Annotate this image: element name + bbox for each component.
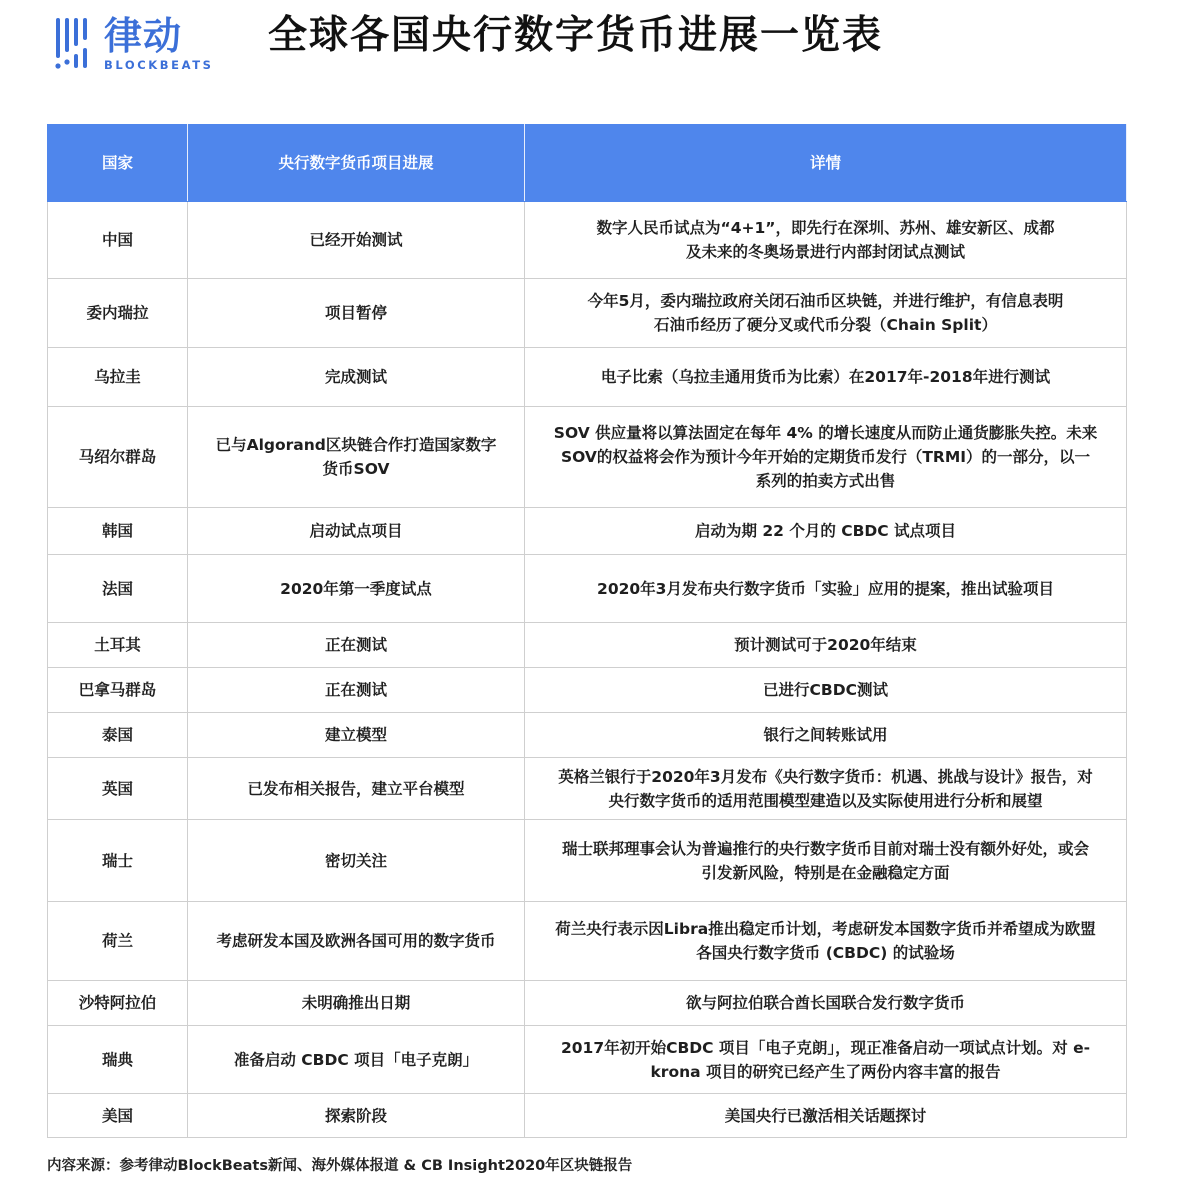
cbdc-progress-table: [47, 124, 1127, 1138]
cell-progress: 正在测试: [188, 623, 525, 668]
logo-english-text: BLOCKBEATS: [104, 58, 214, 72]
cell-country: 韩国: [48, 508, 188, 555]
table-row: [48, 202, 1127, 279]
table-row: [48, 713, 1127, 758]
cell-country: 土耳其: [48, 623, 188, 668]
cell-detail: 欲与阿拉伯联合酋长国联合发行数字货币: [525, 981, 1127, 1026]
cell-progress: 探索阶段: [188, 1094, 525, 1138]
cell-detail: 荷兰央行表示因Libra推出稳定币计划，考虑研发本国数字货币并希望成为欧盟 各国央行数字货币 (CBDC) 的试验场: [525, 902, 1127, 981]
table-row: [48, 1094, 1127, 1138]
cell-progress: 项目暂停: [188, 279, 525, 348]
table-row: [48, 902, 1127, 981]
cell-progress: 完成测试: [188, 348, 525, 407]
cell-progress: 已与Algorand区块链合作打造国家数字 货币SOV: [188, 407, 525, 508]
cell-detail: SOV 供应量将以算法固定在每年 4% 的增长速度从而防止通货膨胀失控。未来 SOV的权益将会作为预计今年开始的定期货币发行（TRMI）的一部分，以一 系列的拍卖方式出售: [525, 407, 1127, 508]
cell-progress: 未明确推出日期: [188, 981, 525, 1026]
cell-country: 乌拉圭: [48, 348, 188, 407]
header: [0, 0, 1180, 110]
cell-detail: 银行之间转账试用: [525, 713, 1127, 758]
cell-progress: 准备启动 CBDC 项目「电子克朗」: [188, 1026, 525, 1094]
cell-country: 中国: [48, 202, 188, 279]
cell-detail: 预计测试可于2020年结束: [525, 623, 1127, 668]
cell-country: 马绍尔群岛: [48, 407, 188, 508]
table-row: [48, 555, 1127, 623]
table-row: [48, 758, 1127, 820]
cell-detail: 启动为期 22 个月的 CBDC 试点项目: [525, 508, 1127, 555]
cell-country: 沙特阿拉伯: [48, 981, 188, 1026]
cell-progress: 2020年第一季度试点: [188, 555, 525, 623]
cell-progress: 建立模型: [188, 713, 525, 758]
cell-country: 泰国: [48, 713, 188, 758]
logo-chinese-text: 律动: [104, 14, 183, 58]
table-row: [48, 1026, 1127, 1094]
blockbeats-logo[interactable]: [54, 12, 224, 74]
cell-country: 瑞典: [48, 1026, 188, 1094]
cell-progress: 考虑研发本国及欧洲各国可用的数字货币: [188, 902, 525, 981]
table-row: [48, 508, 1127, 555]
cell-progress: 已发布相关报告，建立平台模型: [188, 758, 525, 820]
source-note: 内容来源：参考律动BlockBeats新闻、海外媒体报道 & CB Insight2020年区块链报告: [47, 1158, 633, 1174]
cell-country: 法国: [48, 555, 188, 623]
cell-country: 美国: [48, 1094, 188, 1138]
cell-detail: 2020年3月发布央行数字货币「实验」应用的提案，推出试验项目: [525, 555, 1127, 623]
cell-country: 巴拿马群岛: [48, 668, 188, 713]
cell-detail: 美国央行已激活相关话题探讨: [525, 1094, 1127, 1138]
blockbeats-logo-icon: [54, 14, 100, 70]
table-header-row: [48, 125, 1127, 202]
column-header-country: 国家: [48, 125, 188, 202]
cell-detail: 数字人民币试点为“4+1”，即先行在深圳、苏州、雄安新区、成都 及未来的冬奥场景进行内部封闭试点测试: [525, 202, 1127, 279]
table-row: [48, 279, 1127, 348]
cell-detail: 瑞士联邦理事会认为普遍推行的央行数字货币目前对瑞士没有额外好处，或会 引发新风险，特别是在金融稳定方面: [525, 820, 1127, 902]
cell-progress: 密切关注: [188, 820, 525, 902]
cell-detail: 电子比索（乌拉圭通用货币为比索）在2017年-2018年进行测试: [525, 348, 1127, 407]
cell-detail: 已进行CBDC测试: [525, 668, 1127, 713]
table-row: [48, 348, 1127, 407]
table-row: [48, 623, 1127, 668]
cell-progress: 正在测试: [188, 668, 525, 713]
table-row: [48, 820, 1127, 902]
column-header-detail: 详情: [525, 125, 1127, 202]
table-body: [48, 202, 1127, 1138]
cell-country: 英国: [48, 758, 188, 820]
cell-detail: 英格兰银行于2020年3月发布《央行数字货币：机遇、挑战与设计》报告，对 央行数字货币的适用范围模型建造以及实际使用进行分析和展望: [525, 758, 1127, 820]
table-row: [48, 407, 1127, 508]
cell-country: 荷兰: [48, 902, 188, 981]
cell-progress: 启动试点项目: [188, 508, 525, 555]
cell-detail: 2017年初开始CBDC 项目「电子克朗」，现正准备启动一项试点计划。对 e- krona 项目的研究已经产生了两份内容丰富的报告: [525, 1026, 1127, 1094]
cell-progress: 已经开始测试: [188, 202, 525, 279]
cell-detail: 今年5月，委内瑞拉政府关闭石油币区块链，并进行维护，有信息表明 石油币经历了硬分叉或代币分裂（Chain Split）: [525, 279, 1127, 348]
table-row: [48, 668, 1127, 713]
table-row: [48, 981, 1127, 1026]
cell-country: 瑞士: [48, 820, 188, 902]
page-title: 全球各国央行数字货币进展一览表: [268, 13, 884, 58]
column-header-progress: 央行数字货币项目进展: [188, 125, 525, 202]
cell-country: 委内瑞拉: [48, 279, 188, 348]
